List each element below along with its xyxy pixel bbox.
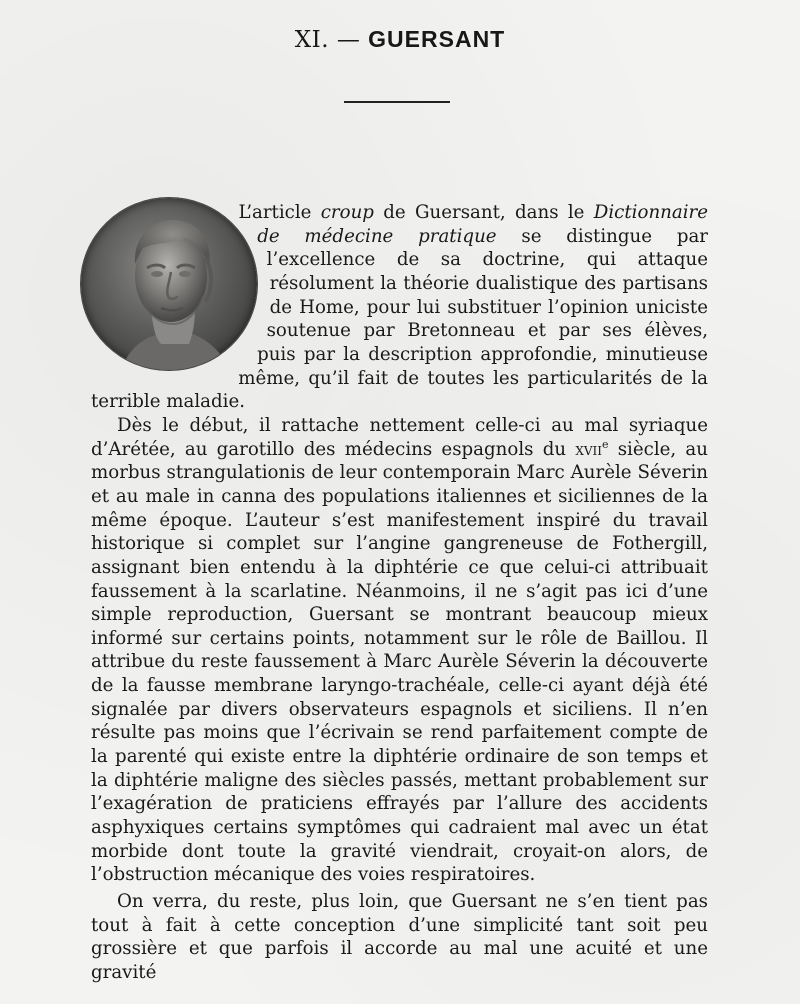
p2-intro: Dès le début, il rattache nettement celle-ci au mal syriaque d’Arétée, au garotillo des médecins espagnols du bbox=[91, 414, 708, 460]
p1-croup: croup bbox=[320, 202, 374, 223]
chapter-heading bbox=[0, 26, 800, 53]
paragraph-2 bbox=[91, 414, 708, 887]
portrait-text-wrap bbox=[91, 201, 281, 390]
chapter-number: XI. — bbox=[294, 27, 361, 53]
paragraph-3: On verra, du reste, plus loin, que Guersant ne s’en tient pas tout à fait à cette conception d’une simplicité tant soit peu grossière et que parfois il accorde au mal une acuité et une gravité bbox=[91, 891, 708, 983]
p2-century: xvii bbox=[575, 438, 603, 459]
chapter-name: GUERSANT bbox=[368, 26, 506, 52]
p1-rest: se distingue par l’excellence de sa doctrine, qui attaque résolument la théorie dualistique des partisans de Home, pour lui substituer l’opinion uniciste soutenue par Bretonneau et par ses élèves, puis par la description approfondie, minutieuse même, qu’il fait de toutes les particularités de la terrible maladie. bbox=[91, 225, 708, 413]
p2-century-sup: e bbox=[602, 437, 609, 451]
article-body bbox=[91, 201, 708, 985]
p1-intro: L’article bbox=[238, 202, 321, 223]
p1-dictionary-title: Dictionnaire de médecine pratique bbox=[257, 202, 708, 247]
title-rule-divider bbox=[344, 101, 450, 103]
p1-middle: de Guersant, dans le bbox=[373, 202, 594, 223]
p2-rest: siècle, au morbus strangulationis de leur contemporain Marc Aurèle Séverin et au male in canna des populations italiennes et siciliennes de la même époque. L’auteur s’est manifestement inspiré du travail historique si complet sur l’angine gangreneuse de Fothergill, assignant bien entendu à la diphtérie ce que celui-ci attribuait faussement à la scarlatine. Néanmoins, il ne s’agit pas ici d’une simple reproduction, Guersant se montrant beaucoup mieux informé sur certains points, notamment sur le rôle de Baillou. Il attribue du reste faussement à Marc Aurèle Séverin la découverte de la fausse membrane laryngo-trachéale, celle-ci ayant déjà été signalée par divers observateurs espagnols et siciliens. Il n’en résulte pas moins que l’écrivain se rend parfaitement compte de la parenté qui existe entre la diphtérie ordinaire de son temps et la diphtérie maligne des siècles passés, mettant probablement sur l’exagération de praticiens effrayés par l’allure des accidents asphyxiques certains symptômes qui cadraient mal avec un état morbide dont toute la gravité viendrait, croyait-on alors, de l’obstruction mécanique des voies respiratoires. bbox=[91, 438, 708, 886]
